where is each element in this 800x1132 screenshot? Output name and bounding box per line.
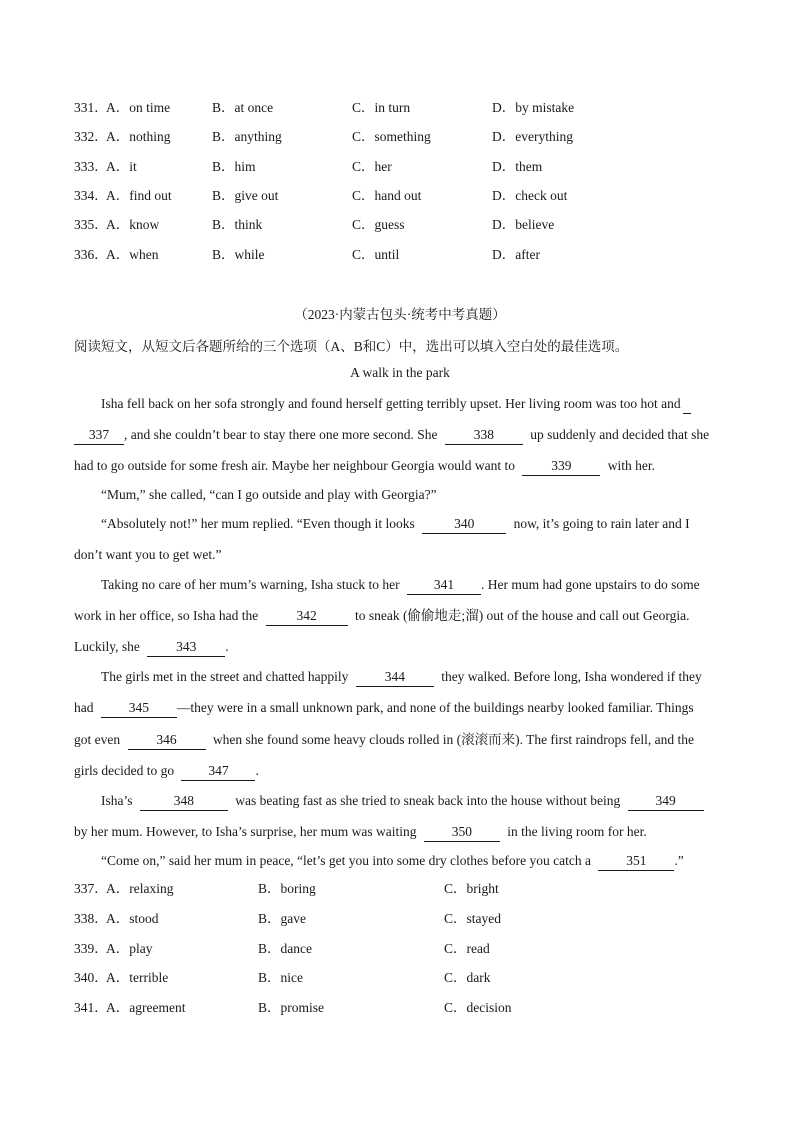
- option-a: A．play: [106, 941, 153, 956]
- passage-title: A walk in the park: [350, 365, 450, 380]
- option-b: B．nice: [258, 970, 303, 985]
- passage-line: had to go outside for some fresh air. Maybe her neighbour Georgia would want to 339 with her.: [74, 455, 655, 477]
- blank-line: [683, 395, 691, 414]
- blank-344: 344: [356, 668, 434, 687]
- question-number: 341．: [74, 1000, 108, 1015]
- blank-340: 340: [422, 515, 506, 534]
- passage-line: work in her office, so Isha had the 342 to sneak (偷偷地走;溜) out of the house and call out Georgia.: [74, 605, 690, 627]
- blank-338: 338: [445, 426, 523, 445]
- instruction-text: 阅读短文，从短文后各题所给的三个选项（A、B和C）中，选出可以填入空白处的最佳选项。: [74, 339, 629, 354]
- blank-348: 348: [140, 792, 228, 811]
- option-a: A．relaxing: [106, 881, 174, 896]
- option-c: C．something: [352, 129, 431, 144]
- option-c: C．decision: [444, 1000, 512, 1015]
- option-a: A．on time: [106, 100, 171, 115]
- passage-line: got even 346 when she found some heavy clouds rolled in (滚滚而来). The first raindrops fell, and the: [74, 729, 694, 751]
- question-number: 332．: [74, 129, 108, 144]
- option-c: C．stayed: [444, 911, 501, 926]
- blank-342: 342: [266, 607, 348, 626]
- option-c: C．dark: [444, 970, 491, 985]
- option-a: A．when: [106, 247, 159, 262]
- blank-347: 347: [181, 762, 255, 781]
- blank-341: 341: [407, 576, 481, 595]
- option-b: B．give out: [212, 188, 279, 203]
- passage-line: had 345 —they were in a small unknown park, and none of the buildings nearby looked familiar. Things: [74, 697, 694, 719]
- passage-line: don’t want you to get wet.”: [74, 547, 222, 562]
- option-c: C．hand out: [352, 188, 422, 203]
- option-d: D．by mistake: [492, 100, 575, 115]
- option-d: D．after: [492, 247, 540, 262]
- option-b: B．while: [212, 247, 265, 262]
- passage-line: “Absolutely not!” her mum replied. “Even though it looks 340 now, it’s going to rain later and I: [101, 513, 690, 535]
- option-c: C．read: [444, 941, 490, 956]
- passage-line: “Mum,” she called, “can I go outside and play with Georgia?”: [101, 487, 437, 502]
- question-number: 333．: [74, 159, 108, 174]
- option-a: A．it: [106, 159, 137, 174]
- question-number: 337．: [74, 881, 108, 896]
- question-number: 339．: [74, 941, 108, 956]
- passage-line: Taking no care of her mum’s warning, Isha stuck to her 341 . Her mum had gone upstairs to do some: [101, 574, 700, 596]
- option-b: B．anything: [212, 129, 282, 144]
- option-b: B．dance: [258, 941, 312, 956]
- option-b: B．promise: [258, 1000, 324, 1015]
- option-a: A．nothing: [106, 129, 171, 144]
- blank-351: 351: [598, 852, 674, 871]
- option-d: D．everything: [492, 129, 573, 144]
- option-a: A．agreement: [106, 1000, 186, 1015]
- option-d: D．believe: [492, 217, 555, 232]
- blank-346: 346: [128, 731, 206, 750]
- blank-339: 339: [522, 457, 600, 476]
- question-number: 335．: [74, 217, 108, 232]
- option-b: B．at once: [212, 100, 274, 115]
- option-a: A．know: [106, 217, 160, 232]
- option-b: B．gave: [258, 911, 306, 926]
- passage-line: Luckily, she 343 .: [74, 636, 229, 658]
- passage-line: Isha’s 348 was beating fast as she tried to sneak back into the house without being 349: [101, 790, 704, 812]
- question-number: 340．: [74, 970, 108, 985]
- source-label: （2023·内蒙古包头·统考中考真题）: [294, 307, 506, 322]
- question-number: 334．: [74, 188, 108, 203]
- passage-line: girls decided to go 347 .: [74, 760, 259, 782]
- option-c: C．guess: [352, 217, 405, 232]
- option-c: C．bright: [444, 881, 499, 896]
- passage-line: “Come on,” said her mum in peace, “let’s get you into some dry clothes before you catch a 351 .”: [101, 850, 684, 872]
- option-d: D．them: [492, 159, 543, 174]
- blank-345: 345: [101, 699, 177, 718]
- blank-349: 349: [628, 792, 704, 811]
- passage-line: by her mum. However, to Isha’s surprise, her mum was waiting 350 in the living room for her.: [74, 821, 647, 843]
- blank-337: 337: [74, 426, 124, 445]
- question-number: 336．: [74, 247, 108, 262]
- option-b: B．boring: [258, 881, 316, 896]
- option-b: B．him: [212, 159, 256, 174]
- blank-350: 350: [424, 823, 500, 842]
- option-c: C．until: [352, 247, 400, 262]
- option-a: A．terrible: [106, 970, 169, 985]
- blank-343: 343: [147, 638, 225, 657]
- question-number: 331．: [74, 100, 108, 115]
- option-b: B．think: [212, 217, 263, 232]
- option-a: A．find out: [106, 188, 172, 203]
- option-c: C．in turn: [352, 100, 411, 115]
- question-number: 338．: [74, 911, 108, 926]
- option-a: A．stood: [106, 911, 159, 926]
- passage-line: The girls met in the street and chatted happily 344 they walked. Before long, Isha wondered if they: [101, 666, 702, 688]
- passage-line: 337 , and she couldn’t bear to stay there one more second. She 338 up suddenly and decided that she: [74, 424, 709, 446]
- option-d: D．check out: [492, 188, 568, 203]
- option-c: C．her: [352, 159, 392, 174]
- passage-line: Isha fell back on her sofa strongly and found herself getting terribly upset. Her living room was too hot and: [101, 393, 691, 415]
